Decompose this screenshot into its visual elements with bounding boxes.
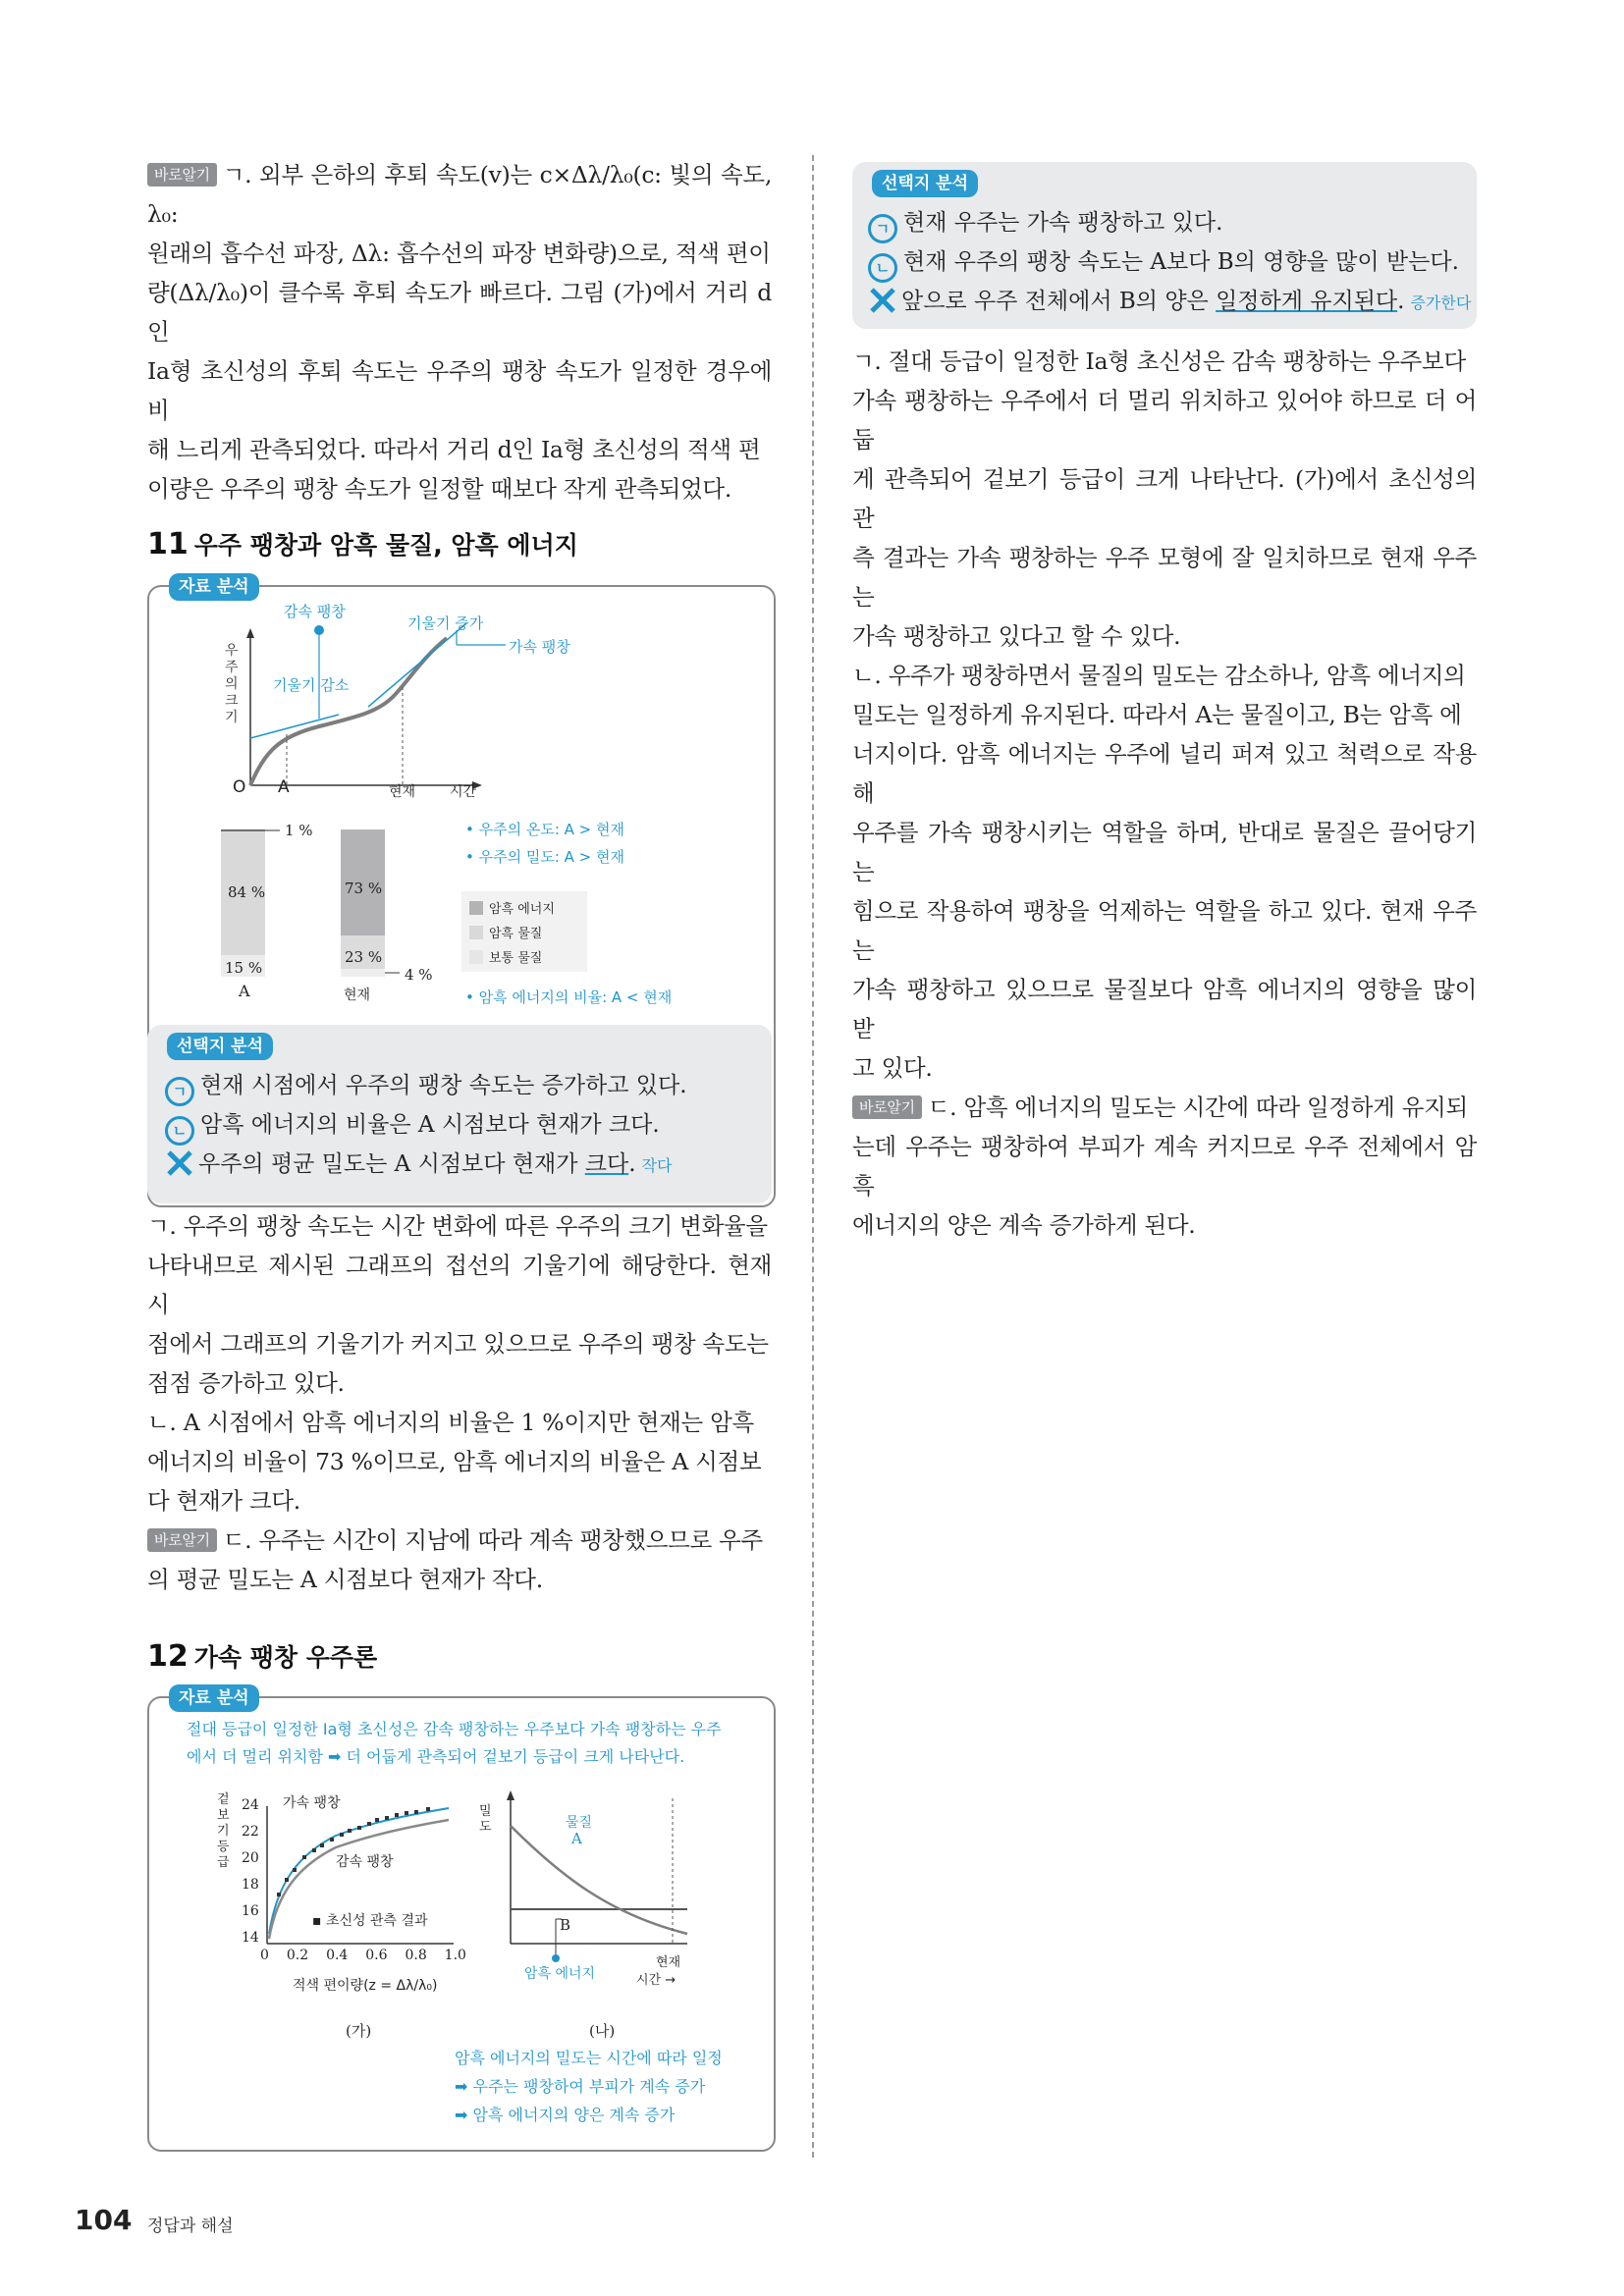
choice-item: 우주의 평균 밀도는 A 시점보다 현재가 크다. 작다 — [165, 1148, 672, 1182]
graph-a-accel-label: 가속 팽창 — [283, 1795, 341, 1811]
graph-a-y-label: 겉보기 등급 — [217, 1792, 230, 1870]
graph-b-matter-label: 물질 — [566, 1815, 593, 1831]
graph-a-x-ticks: 0 0.2 0.4 0.6 0.8 1.0 — [260, 1948, 466, 1963]
graph-a-decel-label: 감속 팽창 — [336, 1854, 394, 1870]
circle-mark-icon: ㄱ — [165, 1077, 194, 1106]
graph-a-obs-label: ▪ 초신성 관측 결과 — [312, 1913, 428, 1929]
answer-explanation-prev: 바로알기 ㄱ. 외부 은하의 후퇴 속도(v)는 c×Δλ/λ₀(c: 빛의 속도, λ₀: 원래의 흡수선 파장, Δλ: 흡수선의 파장 변화량)으로, 적색 편이 량(Δλ/λ₀)이 클수록 후퇴 속도가 빠르다. 그림 (가)에서 거리 d인 Ia형 초신성의 후퇴 속도는 우주의 팽창 속도가 일정한 경우에 비 해 느리게 관측되었다. 따라서 거리 d인 Ia형 초신성의 적색 편 이량은 우주의 팽창 속도가 일정할 때보다 작게 관측되었다. — [147, 161, 772, 503]
barun-tag: 바로알기 — [852, 1095, 922, 1119]
graph-b-y-label: 밀도 — [479, 1804, 492, 1835]
graph-y-label: 우주의 크기 — [225, 643, 239, 725]
graph-x-label-time: 시간 — [450, 784, 477, 800]
graph-x-tick-a: A — [278, 777, 290, 797]
graph-b-dark-energy-label: 암흑 에너지 — [524, 1966, 596, 1982]
graph-a-x-label: 적색 편이량(z = Δλ/λ₀) — [293, 1978, 438, 1994]
annotation-decel: 감속 팽창 — [284, 603, 346, 620]
barun-tag: 바로알기 — [147, 163, 217, 187]
section-12-intro: 절대 등급이 일정한 Ia형 초신성은 감속 팽창하는 우주보다 가속 팽창하는 우주 에서 더 멀리 위치함 ➡ 더 어둡게 관측되어 겉보기 등급이 크게 나타난다. — [187, 1720, 722, 1766]
x-mark-icon — [868, 286, 897, 315]
graph-b-b-label: B — [560, 1916, 571, 1934]
bar-now-ordinary: 4 % — [405, 966, 433, 984]
graph-b-caption: (나) — [589, 2022, 616, 2040]
bar-a-dark-matter: 84 % — [228, 883, 266, 901]
annotation-slope-down: 기울기 감소 — [273, 676, 350, 694]
graph-b-now: 현재 — [656, 1955, 681, 1970]
correction-text: 작다 — [641, 1156, 673, 1175]
annotation-slope-up: 기울기 증가 — [407, 614, 484, 632]
annotation-accel: 가속 팽창 — [509, 638, 570, 656]
footer-label: 정답과 해설 — [147, 2216, 234, 2236]
bar-now-label: 현재 — [344, 988, 371, 1003]
circle-mark-icon: ㄴ — [165, 1116, 194, 1146]
data-analysis-pill: 자료 분석 — [169, 1684, 259, 1712]
data-analysis-pill: 자료 분석 — [169, 573, 259, 601]
barun-tag: 바로알기 — [147, 1528, 217, 1552]
density-time-graph — [501, 1787, 697, 1963]
graph-b-time: 시간 → — [636, 1973, 677, 1988]
choice-item: ㄴ 암흑 에너지의 비율은 A 시점보다 현재가 크다. — [165, 1109, 660, 1146]
choice-item: ㄱ 현재 시점에서 우주의 팽창 속도는 증가하고 있다. — [165, 1070, 687, 1106]
graph-b-matter-a: A — [571, 1830, 582, 1847]
graph-a-y-ticks: 24 22 20 18 16 14 — [242, 1797, 259, 1946]
section-11-title: 11 우주 팽창과 암흑 물질, 암흑 에너지 — [147, 527, 578, 561]
section-12-notes: 암흑 에너지의 밀도는 시간에 따라 일정 ➡ 우주는 팽창하여 부피가 계속 증가 ➡ 암흑 에너지의 양은 계속 증가 — [455, 2049, 723, 2124]
bar-a-dark-energy: 1 % — [285, 822, 313, 839]
choice-item: ㄴ 현재 우주의 팽창 속도는 A보다 B의 영향을 많이 받는다. — [868, 246, 1459, 283]
bars-notes: • 우주의 온도: A > 현재 • 우주의 밀도: A > 현재 — [465, 821, 625, 866]
correction-text: 증가한다 — [1410, 294, 1472, 312]
bars-note-ratio: • 암흑 에너지의 비율: A < 현재 — [465, 988, 673, 1006]
section-12-title: 12 가속 팽창 우주론 — [147, 1639, 378, 1674]
bar-a-label: A — [239, 982, 250, 1000]
legend-dark-energy: 암흑 에너지 — [469, 897, 555, 922]
circle-mark-icon: ㄴ — [868, 253, 897, 283]
section-12-explanation: ㄱ. 절대 등급이 일정한 Ia형 초신성은 감속 팽창하는 우주보다 가속 팽창하는 우주에서 더 멀리 위치하고 있어야 하므로 더 어둡 게 관측되어 겉보기 등급이 크게 나타난다. (가)에서 초신성의 관 측 결과는 가속 팽창하는 우주 모형에 잘 일치하므로 현재 우주는 가속 팽창하고 있다고 할 수 있다. ㄴ. 우주가 팽창하면서 물질의 밀도는 감소하나, 암흑 에너지의 밀도는 일정하게 유지된다. 따라서 A는 물질이고, B는 암흑 에 너지이다. 암흑 에너지는 우주에 널리 퍼져 있고 척력으로 작용해 우주를 가속 팽창시키는 역할을 하며, 반대로 물질은 끌어당기는 힘으로 작용하여 팽창을 억제하는 역할을 하고 있다. 현재 우주는 가속 팽창하고 있으므로 물질보다 암흑 에너지의 영향을 많이 받 고 있다. 바로알기 ㄷ. 암흑 에너지의 밀도는 시간에 따라 일정하게 유지되 는데 우주는 팽창하여 부피가 계속 커지므로 우주 전체에서 암흑 에너지의 양은 계속 증가하게 된다. — [852, 347, 1477, 1239]
choice-item: 앞으로 우주 전체에서 B의 양은 일정하게 유지된다. 증가한다 — [868, 286, 1471, 319]
circle-mark-icon: ㄱ — [868, 214, 897, 243]
graph-x-tick-now: 현재 — [389, 784, 416, 800]
left-column — [147, 155, 772, 508]
section-11-explanation: ㄱ. 우주의 팽창 속도는 시간 변화에 따른 우주의 크기 변화율을 나타내므로 제시된 그래프의 접선의 기울기에 해당한다. 현재 시 점에서 그래프의 기울기가 커지고 있으므로 우주의 팽창 속도는 점점 증가하고 있다. ㄴ. A 시점에서 암흑 에너지의 비율은 1 %이지만 현재는 암흑 에너지의 비율이 73 %이므로, 암흑 에너지의 비율은 A 시점보 다 현재가 크다. 바로알기 ㄷ. 우주는 시간이 지남에 따라 계속 팽창했으므로 우주 의 평균 밀도는 A 시점보다 현재가 작다. — [147, 1212, 772, 1593]
magnitude-redshift-graph — [257, 1787, 463, 1963]
bar-legend — [461, 891, 587, 972]
page-number: 104 — [75, 2204, 133, 2236]
graph-origin: O — [233, 777, 246, 797]
graph-a-caption: (가) — [346, 2022, 372, 2040]
choice-analysis-pill: 선택지 분석 — [872, 170, 978, 197]
legend-ordinary: 보통 물질 — [469, 946, 555, 971]
bar-now-dark-energy: 73 % — [345, 880, 383, 897]
choice-item: ㄱ 현재 우주는 가속 팽창하고 있다. — [868, 207, 1222, 243]
bar-a-ordinary: 15 % — [225, 959, 263, 977]
choice-analysis-pill: 선택지 분석 — [167, 1033, 273, 1060]
bar-now-dark-matter: 23 % — [345, 948, 383, 966]
x-mark-icon — [165, 1148, 194, 1178]
column-divider — [812, 155, 814, 2158]
legend-dark-matter: 암흑 물질 — [469, 922, 555, 946]
